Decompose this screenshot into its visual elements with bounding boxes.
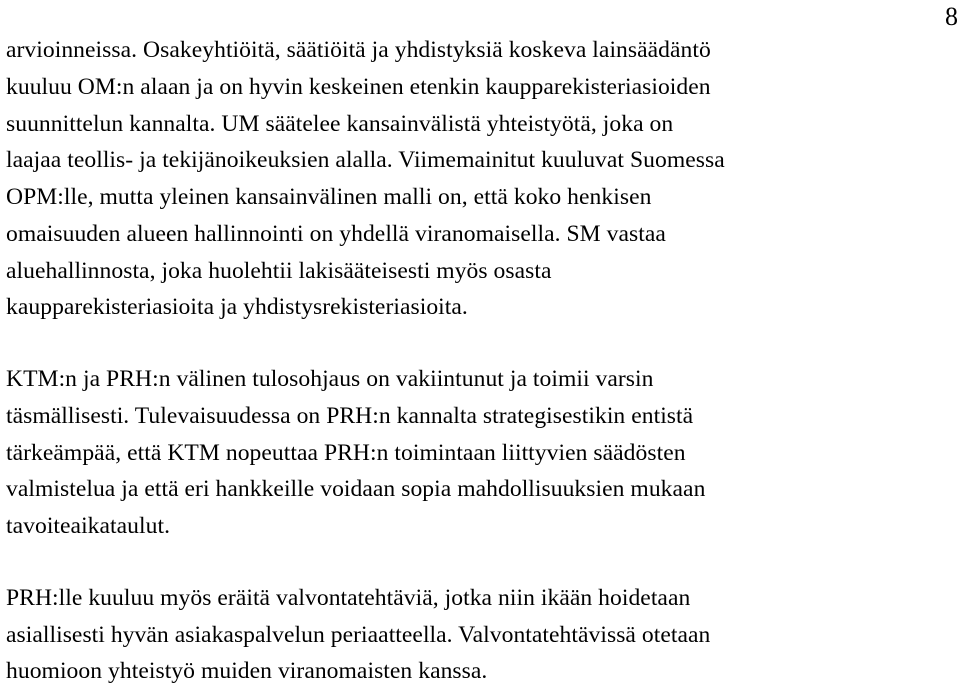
text-line: tärkeämpää, että KTM nopeuttaa PRH:n toimintaan liittyvien säädösten [6,439,686,466]
paragraph-spacing [6,545,951,580]
paragraph-performance-guidance [6,361,951,545]
text-line: kaupparekisteriasioita ja yhdistysrekisteriasioita. [6,294,468,321]
text-line: huomioon yhteistyö muiden viranomaisten kanssa. [6,658,488,685]
text-line: suunnittelun kannalta. UM säätelee kansainvälistä yhteistyötä, joka on [6,110,674,137]
text-line: tavoiteaikataulut. [6,513,171,539]
text-line: aluehallinnosta, joka huolehtii lakisääteisesti myös osasta [6,257,552,284]
paragraph-ministry-responsibilities [6,32,951,326]
text-line: valmistelua ja että eri hankkeille voidaan sopia mahdollisuuksien mukaan [6,476,706,503]
text-line: OPM:lle, mutta yleinen kansainvälinen malli on, että koko henkisen [6,184,652,210]
text-line: arvioinneissa. Osakeyhtiöitä, säätiöitä ja yhdistyksiä koskeva lainsäädäntö [6,37,711,63]
text-line: PRH:lle kuuluu myös eräitä valvontatehtäviä, jotka niin ikään hoidetaan [6,584,691,611]
paragraph-supervisory-tasks [6,580,951,690]
text-line: laajaa teollis- ja tekijänoikeuksien alalla. Viimemainitut kuuluvat Suomessa [6,147,725,174]
text-line: KTM:n ja PRH:n välinen tulosohjaus on vakiintunut ja toimii varsin [6,366,654,392]
document-body [6,32,951,690]
paragraph-spacing [6,326,951,361]
text-line: omaisuuden alueen hallinnointi on yhdellä viranomaisella. SM vastaa [6,220,666,247]
text-line: asiallisesti hyvän asiakaspalvelun periaatteella. Valvontatehtävissä otetaan [6,621,711,648]
text-line: kuuluu OM:n alaan ja on hyvin keskeinen etenkin kaupparekisteriasioiden [6,73,711,100]
text-line: täsmällisesti. Tulevaisuudessa on PRH:n kannalta strategisestikin entistä [6,402,694,429]
page-number: 8 [945,2,958,31]
